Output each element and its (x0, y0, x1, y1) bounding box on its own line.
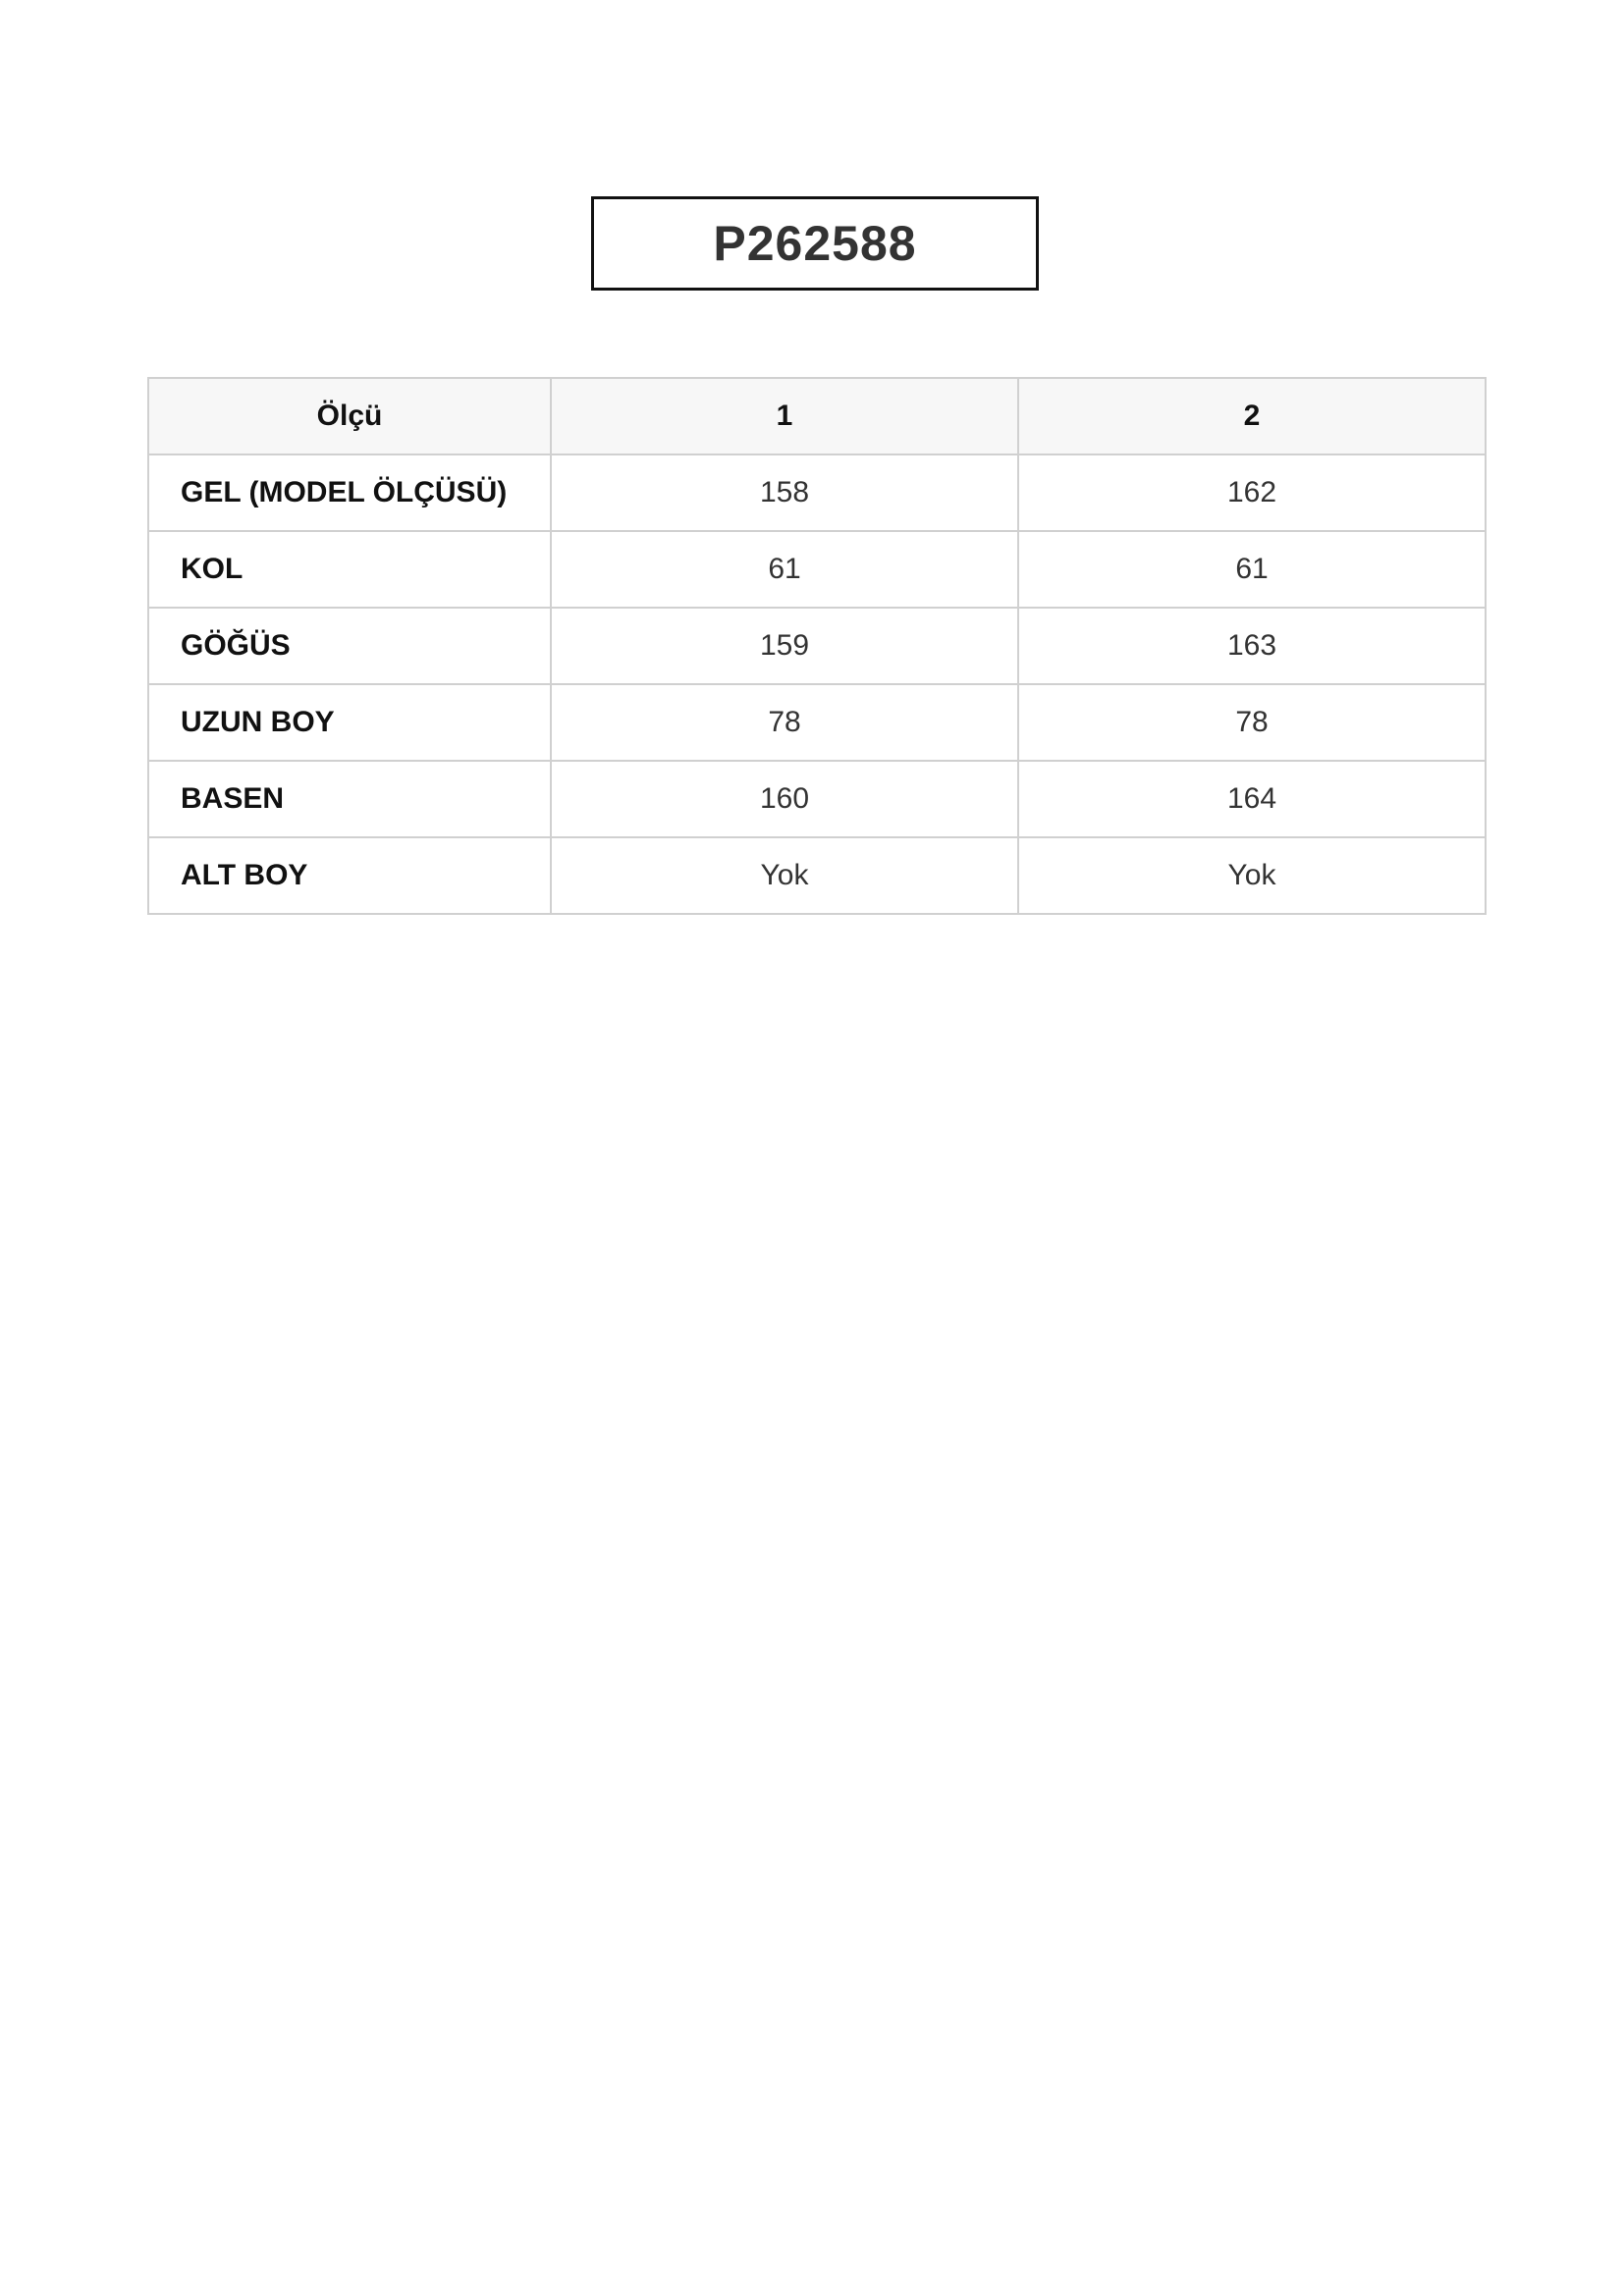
table-cell: 78 (1018, 684, 1486, 761)
table-cell: 160 (551, 761, 1018, 837)
table-cell: Yok (1018, 837, 1486, 914)
table-header-row (148, 378, 1486, 454)
row-label: ALT BOY (148, 837, 551, 914)
table-cell: 162 (1018, 454, 1486, 531)
table-cell: 158 (551, 454, 1018, 531)
column-header-size: Ölçü (148, 378, 551, 454)
table-cell: 61 (1018, 531, 1486, 608)
product-code: P262588 (713, 216, 917, 271)
table-cell: Yok (551, 837, 1018, 914)
row-label: GEL (MODEL ÖLÇÜSÜ) (148, 454, 551, 531)
row-label: UZUN BOY (148, 684, 551, 761)
size-table (147, 377, 1487, 915)
table-cell: 78 (551, 684, 1018, 761)
table-row (148, 608, 1486, 684)
table-cell: 164 (1018, 761, 1486, 837)
table-row (148, 454, 1486, 531)
table-cell: 159 (551, 608, 1018, 684)
table-cell: 61 (551, 531, 1018, 608)
row-label: GÖĞÜS (148, 608, 551, 684)
table-cell: 163 (1018, 608, 1486, 684)
table-row (148, 837, 1486, 914)
table-row (148, 531, 1486, 608)
row-label: KOL (148, 531, 551, 608)
column-header-size-1: 1 (551, 378, 1018, 454)
table-row (148, 761, 1486, 837)
product-code-box (591, 196, 1039, 291)
row-label: BASEN (148, 761, 551, 837)
table-row (148, 684, 1486, 761)
column-header-size-2: 2 (1018, 378, 1486, 454)
